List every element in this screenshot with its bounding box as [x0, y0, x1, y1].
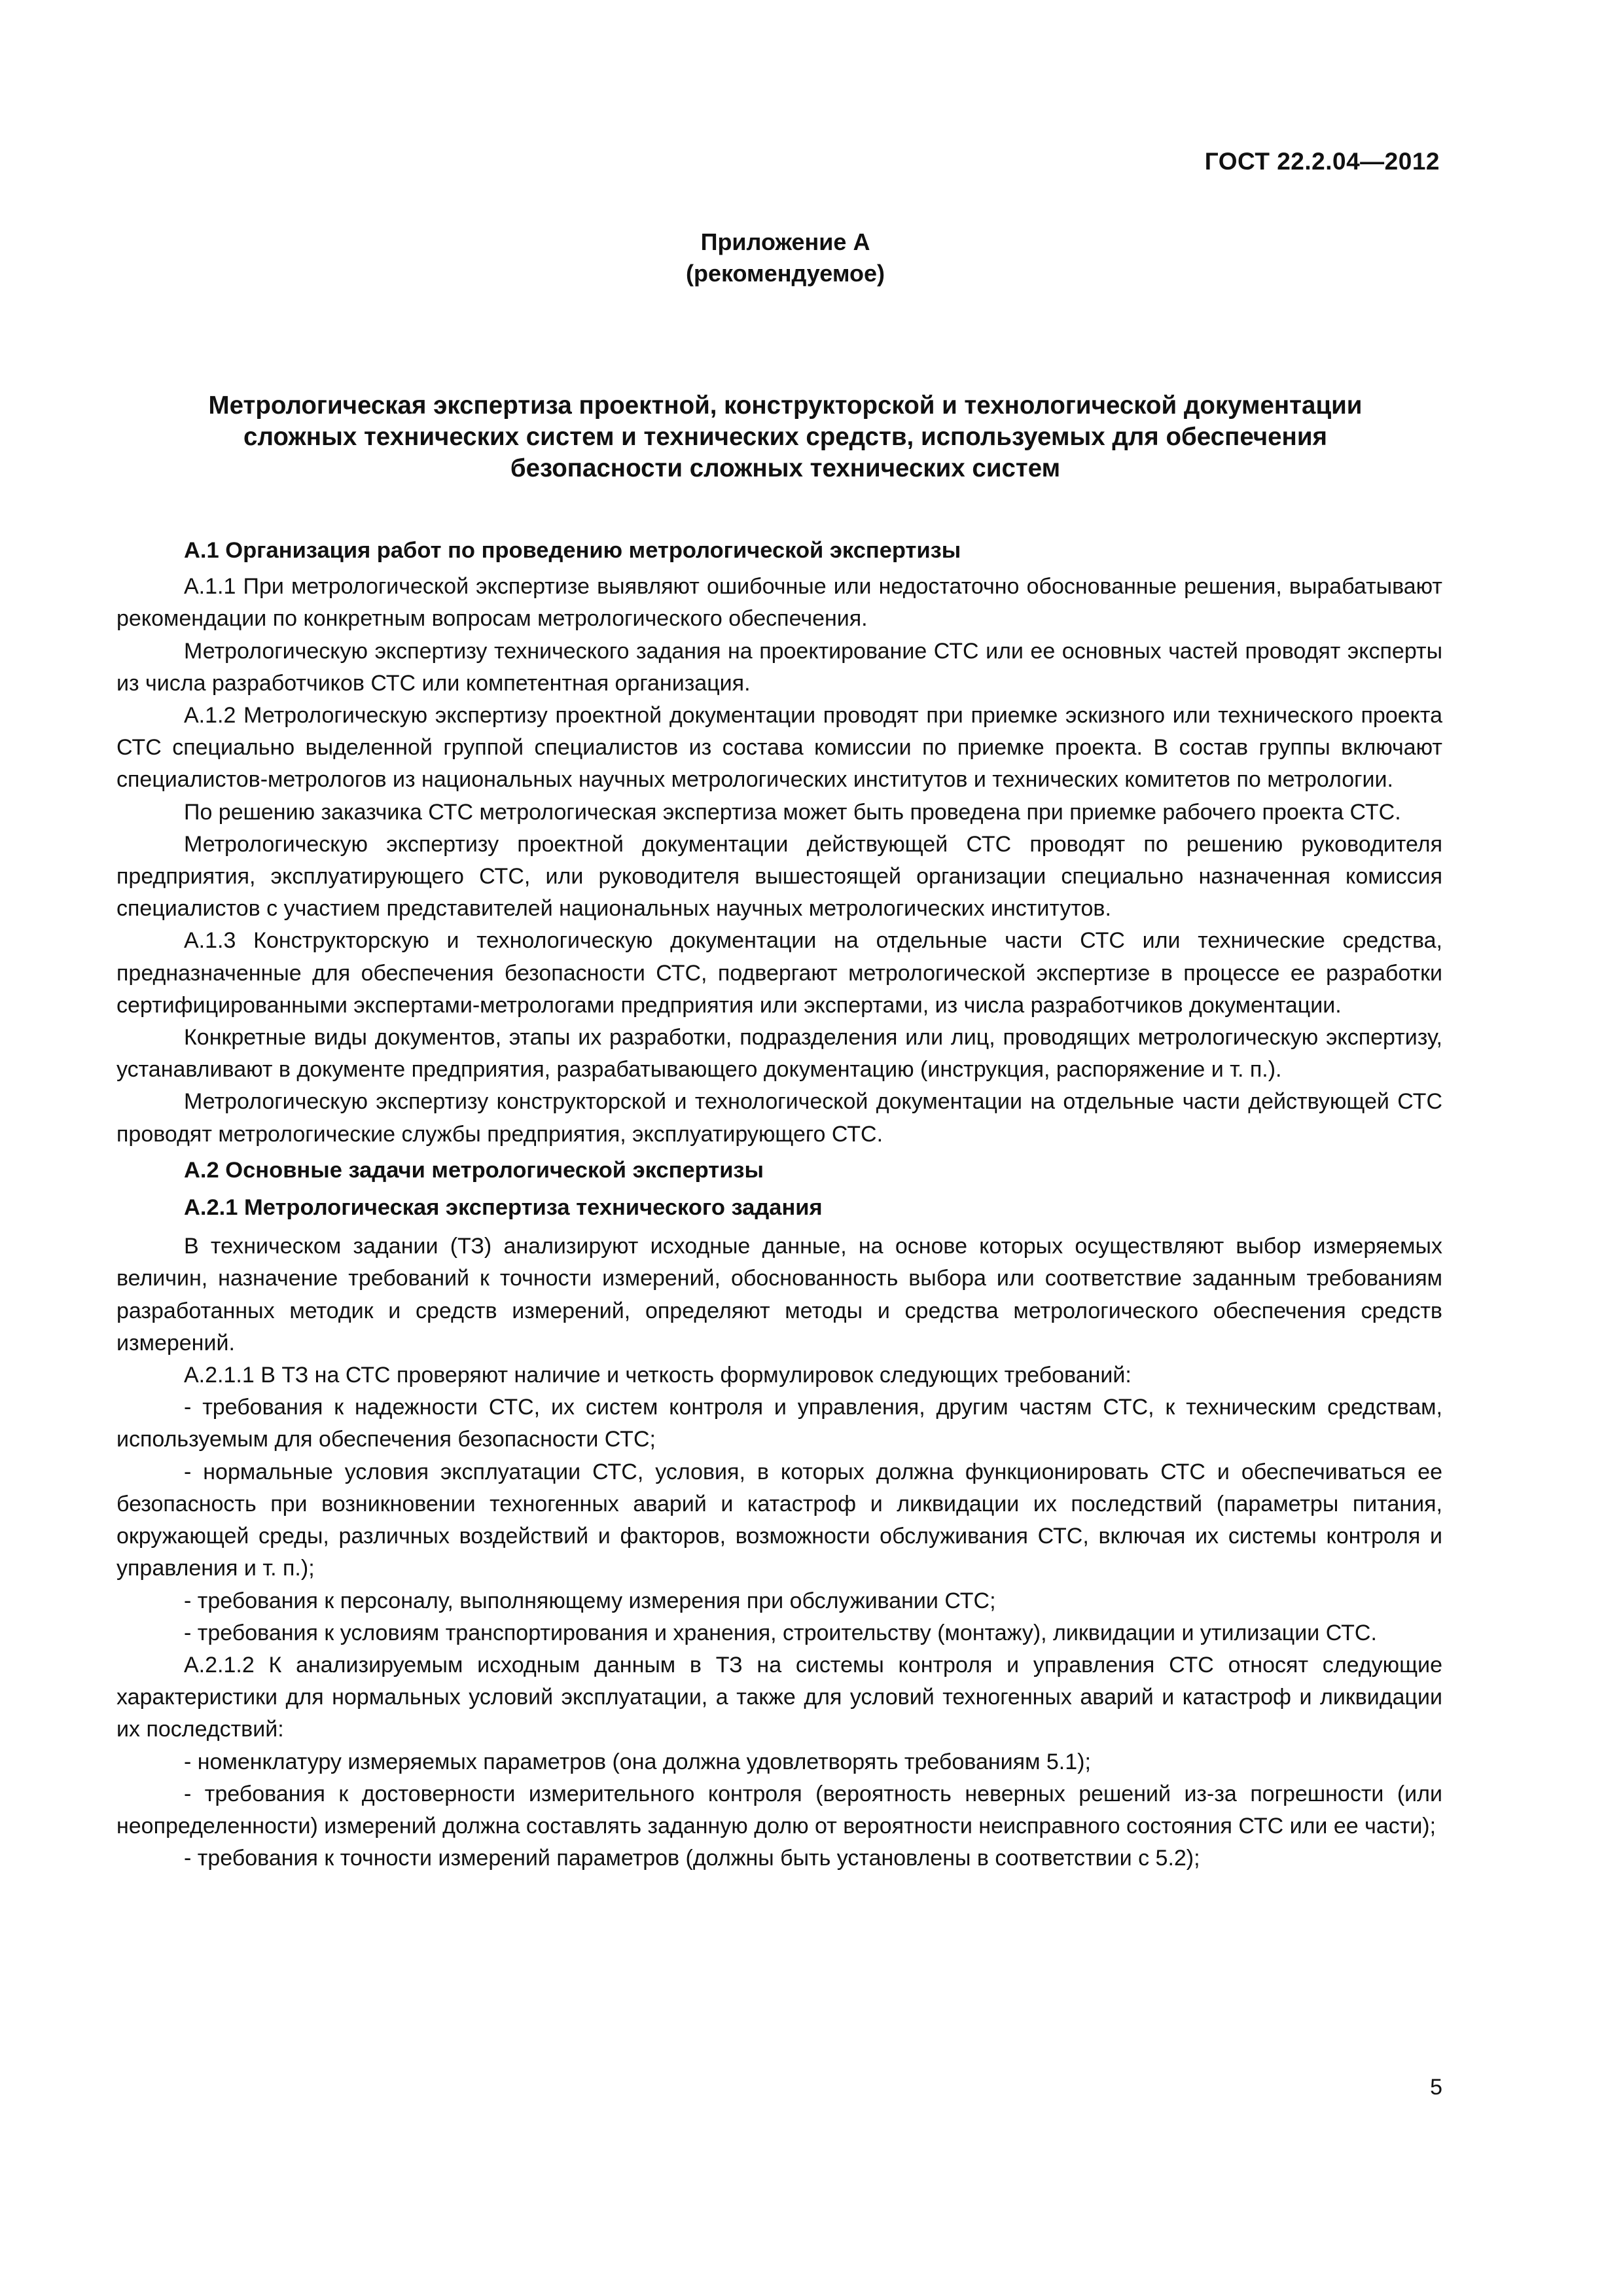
paragraph: А.1.3 Конструкторскую и технологическую документации на отдельные части СТС или технические средства, предназначенные для обеспечения безопасности СТС, подвергают метрологической экспертизе в процессе ее разработки сертифицированными экспертами-метрологами предприятия или экспертами, из числа разработчиков документации.: [116, 928, 1442, 1018]
title-line: сложных технических систем и технических средств, используемых для обеспечения: [243, 423, 1327, 451]
list-item: - требования к надежности СТС, их систем контроля и управления, другим частям СТС, к техническим средствам, используемым для обеспечения безопасности СТС;: [116, 1395, 1442, 1452]
subsection-heading-a2-1: А.2.1 Метрологическая экспертиза технического задания: [184, 1195, 823, 1221]
paragraph: Метрологическую экспертизу проектной документации действующей СТС проводят по решению руководителя предприятия, эксплуатирующего СТС, или руководителя вышестоящей организации специально назначенная комиссия специалистов с участием представителей национальных научных метрологических институтов.: [116, 831, 1442, 922]
list-item: - требования к персоналу, выполняющему измерения при обслуживании СТС;: [184, 1588, 996, 1613]
paragraph: А.2.1.2 К анализируемым исходным данным в ТЗ на системы контроля и управления СТС относят следующие характеристики для нормальных условий эксплуатации, а также для условий техногенных аварий и катастроф и ликвидации их последствий:: [116, 1652, 1442, 1742]
document-title: [131, 390, 1440, 484]
title-line: Метрологическая экспертиза проектной, конструкторской и технологической документации: [208, 391, 1363, 420]
paragraph: А.1.2 Метрологическую экспертизу проектной документации проводят при приемке эскизного или технического проекта СТС специально выделенной группой специалистов из состава комиссии по приемке проекта. В состав группы включают специалистов-метрологов из национальных научных метрологических институтов и технических комитетов по метрологии.: [116, 703, 1442, 793]
list-item: - требования к точности измерений параметров (должны быть установлены в соответствии с 5.2);: [184, 1846, 1200, 1871]
appendix-label: Приложение А: [700, 228, 870, 255]
appendix-heading: [0, 226, 1571, 289]
paragraph: Метрологическую экспертизу конструкторской и технологической документации на отдельные части действующей СТС проводят метрологические службы предприятия, эксплуатирующего СТС.: [116, 1089, 1442, 1147]
paragraph: А.2.1.1 В ТЗ на СТС проверяют наличие и четкость формулировок следующих требований:: [184, 1363, 1132, 1388]
paragraph: В техническом задании (ТЗ) анализируют исходные данные, на основе которых осуществляют выбор измеряемых величин, назначение требований к точности измерений, обоснованность выбора или соответствие заданным требованиям разработанных методик и средств измерений, определяют методы и средства метрологического обеспечения средств измерений.: [116, 1234, 1442, 1355]
appendix-status: (рекомендуемое): [686, 260, 885, 287]
list-item: - номенклатуру измеряемых параметров (она должна удовлетворять требованиям 5.1);: [184, 1749, 1091, 1774]
list-item: - нормальные условия эксплуатации СТС, условия, в которых должна функционировать СТС и обеспечиваться ее безопасность при возникновении техногенных аварий и катастроф и ликвидации их последствий (параметры питания, окружающей среды, различных воздействий и факторов, возможности обслуживания СТС, включая их системы контроля и управления и т. п.);: [116, 1459, 1442, 1581]
paragraph: А.1.1 При метрологической экспертизе выявляют ошибочные или недостаточно обоснованные решения, вырабатывают рекомендации по конкретным вопросам метрологического обеспечения.: [116, 574, 1442, 632]
paragraph: Конкретные виды документов, этапы их разработки, подразделения или лиц, проводящих метрологическую экспертизу, устанавливают в документе предприятия, разрабатывающего документацию (инструкция, распоряжение и т. п.).: [116, 1025, 1442, 1083]
paragraph: По решению заказчика СТС метрологическая экспертиза может быть проведена при приемке рабочего проекта СТС.: [184, 799, 1401, 825]
title-line: безопасности сложных технических систем: [510, 454, 1061, 482]
section-heading-a2: А.2 Основные задачи метрологической экспертизы: [184, 1157, 764, 1183]
document-code: ГОСТ 22.2.04—2012: [1204, 148, 1440, 175]
list-item: - требования к условиям транспортирования и хранения, строительству (монтажу), ликвидации и утилизации СТС.: [184, 1620, 1377, 1645]
paragraph: Метрологическую экспертизу технического задания на проектирование СТС или ее основных частей проводят эксперты из числа разработчиков СТС или компетентная организация.: [116, 638, 1442, 696]
document-body: [116, 535, 1442, 1874]
page-number: 5: [1430, 2075, 1442, 2100]
section-heading-a1: А.1 Организация работ по проведению метрологической экспертизы: [184, 538, 961, 563]
list-item: - требования к достоверности измерительного контроля (вероятность неверных решений из-за погрешности (или неопределенности) измерений должна составлять заданную долю от вероятности неисправного состояния СТС или ее части);: [116, 1781, 1442, 1839]
